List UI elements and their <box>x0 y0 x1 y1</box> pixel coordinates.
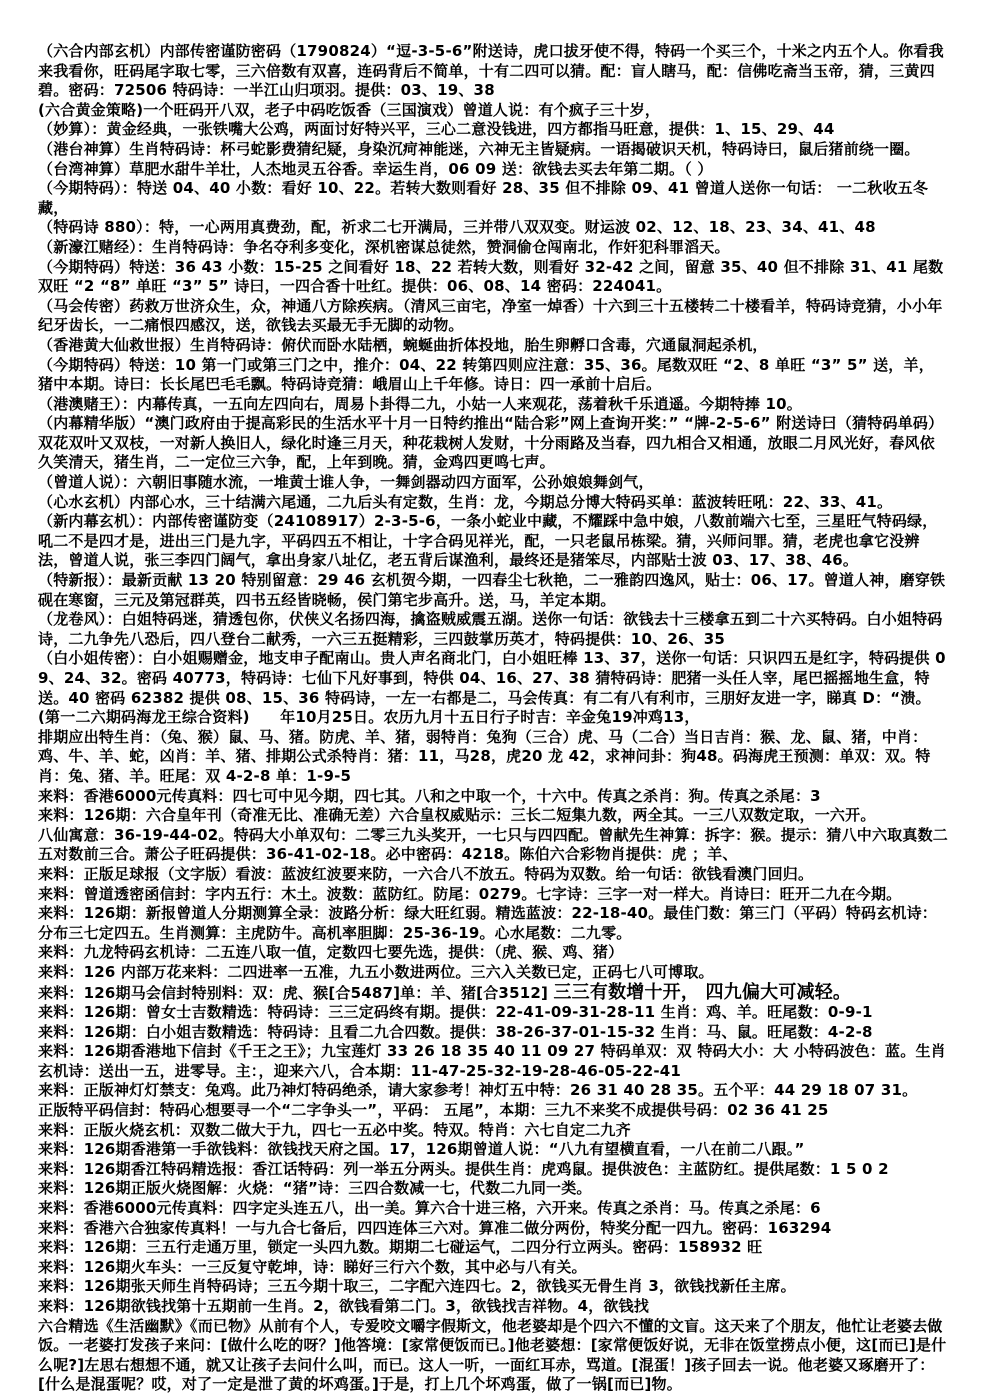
text-line: （曾道人说）：六朝旧事随水流，一堆黄士谁人争，一舞剑器动四方面军，公孙娘娘舞剑气， <box>38 473 654 492</box>
text-line: 来料：126 内部万花来料：二四进率一五准，九五小数进两位。三六入关数已定，正码七八可博取。 <box>38 962 714 981</box>
text-line: 来料：126期香港地下信封《千王之王》；九宝莲灯 33 26 18 35 40 11 09 27 特码单双：双 特码大小：大 小特码波色：蓝。生肖玄机诗：送出一五，进零导。主：，迎来六八，合本期：11-47-25-32-19-28-46-05-22-41 <box>38 1042 946 1080</box>
text-line: 来料：126期张天师生肖特码诗；三五今期十取三，二字配六连四七。2，欲钱买无骨生肖 3，欲钱找新任主席。 <box>38 1277 796 1296</box>
text-line: （内幕精华版）“澳门政府由于提高彩民的生活水平十月一日特约推出“陆合彩”网上查询开奖：” “牌-2-5-6” 附送诗曰（猜特码单码）双花双叶又双枝，一对新人换旧人，绿化时逢三月天，种花栽树人发财，十分雨路及当春，四九相合又相通，放眼二月风光好，春风依久笑清天，猪生肖，二一定位三六争，配，上年到晚。猜，金鸡四更鸣七声。 <box>38 414 944 472</box>
text-line: （今期特码）特送：10 第一门或第三门之中，推介：04、22 转第四则应注意：35、36。尾数双旺 “2、8 单旺 “3” 5” 送，羊，猪中本期。诗曰：长长尾巴毛毛飘。特码诗竞猜：峨眉山上千年修。诗日：四一承前十启后。 <box>38 355 934 394</box>
text-line: 排期应出特生肖：（兔、猴）鼠、马、猪。防虎、羊、猪，弱特肖：兔狗（三合）虎、马（二合）当日吉肖：猴、龙、鼠、猪，中肖：鸡、牛、羊、蛇，凶肖：羊、猪、排期公式杀特肖：猪：11，马28，虎20 龙 42，求神问卦：狗48。码海虎王预测：单双：双。特肖：兔、猪、羊。旺尾：双 4-2-8 单：1-9-5 <box>38 727 931 785</box>
text-line: （心水玄机）内部心水，三十结满六尾通，二九后头有定数，生肖：龙，今期总分博大特码买单：蓝波转旺吼：22、33、41。 <box>38 492 893 511</box>
text-line: （六合内部玄机）内部传密谨防密码（1790824）“逗-3-5-6”附送诗，虎口拔牙使不得，特码一个买三个，十米之内五个人。你看我来我看你，旺码尾字取七零，三六倍数有双喜，连码背后不简单，十有二四可以猜。配：盲人瞎马，配：信佛吃斋当玉帝，猜，三黄四碧。密码：72506 特码诗：一半江山归项羽。提供：03、19、38 <box>38 42 944 100</box>
text-line: 来料：九龙特码玄机诗：二五连八取一值，定数四七要先选，提供：（虎、猴、鸡、猪） <box>38 943 624 962</box>
text-line: 来料：126期正版火烧图解：火烧：“猪”诗：三四合数减一七，代数二九同一类。 <box>38 1179 592 1198</box>
text-line: 来料：香港6000元传真料：四字定头连五八，出一美。算六合十进三格，六开来。传真之杀肖：马。传真之杀尾：6 <box>38 1199 821 1218</box>
text-line: （特码诗 880）：特，一心两用真费劲，配，祈求二七开满局，三并带八双双变。财运波 02、12、18、23、34、41、48 <box>38 218 876 237</box>
text-line: 来料：正版足球报（文字版）看波：蓝波红波要来防，一六合八不放五。特码为双数。给一句话：欲钱看澳门回归。 <box>38 864 814 883</box>
text-line: （香港黄大仙救世报）生肖特码诗：俯伏而卧水陆栖，蜿蜒曲折体投地，胎生卵孵口含毒，穴通鼠洞起杀机， <box>38 335 768 354</box>
text-line: （龙卷风）：白姐特码迷，猜透包你，伏侠义名扬四海，擒盗贼威震五湖。送你一句话：欲钱去十三楼拿五到二十六买特码。白小姐特码诗，二九争先八恐后，四八登台二献秀，一六三五挺精彩，三四鼓掌历英才，特码提供：10、26、35 <box>38 610 943 648</box>
text-line: （马会传密）药救万世济众生，众，神通八方除疾病。（清风三亩宅，净室一焯香）十六到三十五楼转二十楼看羊，特码诗竞猜，小小年纪牙齿长，一二痛恨四感汉，送，欲钱去买最无手无脚的动物。 <box>38 296 943 335</box>
text-segment: 来料：126期马会信封特别料：双：虎、猴[合5487]单：羊、猪[合3512] <box>38 983 554 1002</box>
text-line: （今期特码）：特送 04、40 小数：看好 10、22。若转大数则看好 28、35 但不排除 09、41 曾道人送你一句话： 一二秋收五冬藏， <box>38 179 929 217</box>
text-line: 八仙寓意：36-19-44-02。特码大小单双句：二零三九头奖开，一七只与四四配。曾献先生神算：拆字：猴。提示：猜八中六取真数二五对数前三合。萧公子旺码提供：36-41-02-18。必中密码：4218。陈伯六合彩物肖提供：虎 ；羊、 <box>38 825 948 864</box>
text-line: 来料：126期香江特码精选报：香江话特码：列一举五分两头。提供生肖：虎鸡鼠。提供波色：主蓝防红。提供尾数：1 5 0 2 <box>38 1159 889 1178</box>
text-line: 来料：126期：三五行走通万里，锁定一头四九数。期期二七碰运气，二四分行立两头。密码：158932 旺 <box>38 1238 763 1257</box>
highlight-text: 三三有数增十开， 四九偏大可减轻。 <box>553 981 852 1003</box>
text-line: 来料：126期：白小姐吉数精选：特码诗：且看二九合四数。提供：38-26-37-01-15-32 生肖：马、鼠。旺尾数：4-2-8 <box>38 1022 873 1041</box>
text-line: 来料：126期：六合皇年刊（奇准无比、准确无差）六合皇权威贴示：三长二短集九数，两全其。一三八双数定取，一六开。 <box>38 806 876 825</box>
text-line: （台湾神算）草肥水甜牛羊壮，人杰地灵五谷香。幸运生肖，06 09 送：欲钱去买去年第二期。（ ） <box>38 159 713 178</box>
text-line: （白小姐传密）：白小姐赐赠金，地支申子配南山。贵人声名商北门，白小姐旺棒 13、37，送你一句话：只识四五是红字，特码提供 09、24、32。密码 40773，特码诗：七仙下凡好事到，特供 04、16、27、38 猜特码诗：肥猪一头任人宰，尾巴摇摇地生盒，特送。40 密码 62382 提供 08、15、36 特码诗，一左一右都是二，马会传真：有二有八有利市，三朋好友进一字，睇真 D：“溃。 <box>38 649 946 707</box>
text-line: 来料：126期：曾女士吉数精选：特码诗：三三定码终有期。提供：22-41-09-31-28-11 生肖：鸡、羊。旺尾数：0-9-1 <box>38 1003 873 1022</box>
text-line: 来料：126期：新报曾道人分期测算全录：波路分析：绿大旺红弱。精选蓝波：22-18-40。最佳门数：第三门（平码）特码玄机诗：分布三七定四五。生肖测算：主虎防牛。高机率胆脚：25-36-19。心水尾数：二九零。 <box>38 904 937 942</box>
text-line: (第一二六期码海龙王综合资料) 年10月25日。农历九月十五日行子时吉：辛金兔19冲鸡13， <box>38 708 700 727</box>
text-line: 来料：126期香港第一手欲钱料：欲钱找天府之国。17，126期曾道人说：“八九有望横直看，一八在前二八跟。” <box>38 1140 805 1159</box>
text-line: 来料：正版神灯灯禁支：兔鸡。此乃神灯特码绝杀，请大家参考！神灯五中特：26 31 40 28 35。五个平：44 29 18 07 31。 <box>38 1081 918 1100</box>
text-line: （特新报）：最新贡献 13 20 特别留意：29 46 玄机贺今期，一四春尘七秋艳，二一雅韵四逸风，贴士：06、17。曾道人神，磨穿铁砚在寒窗，三元及第冠群英，四书五经皆晓畅，侯门第宅步高升。送，马，羊定本期。 <box>38 571 946 609</box>
text-line: （港澳赌王）：内幕传真，一五向左四向右，周易卜卦得二九，小姑一人来观花，荡着秋千乐逍遥。今期特捧 10。 <box>38 394 803 413</box>
text-line: 来料：香港6000元传真料：四七可中见今期，四七其。八和之中取一个，十六中。传真之杀肖：狗。传真之杀尾：3 <box>38 786 821 805</box>
text-line: 来料：香港六合独家传真料！一与九合七备后，四四连体三六对。算准二做分两份，特奖分配一四九。密码：163294 <box>38 1218 832 1237</box>
text-line: 来料：正版火烧玄机：双数二做大于九，四七一五必中奖。特双。特肖：六七自定二九齐 <box>38 1120 631 1139</box>
text-line: 来料：曾道透密函信封：字内五行：木土。波数：蓝防红。防尾：0279。七字诗：三字一对一样大。肖诗曰：旺开二九在今期。 <box>38 884 902 903</box>
text-line <box>38 983 948 1004</box>
text-line: (六合黄金策略)一个旺码开八双，老子中码吃饭香（三国演戏）曾道人说：有个疯子三十岁， <box>38 100 661 119</box>
text-line: （新濠江赌经）：生肖特码诗：争名夺利多变化，深机密谋总徒然，赞洞偷仓闯南北，作奸犯科罪滔天。 <box>38 237 730 256</box>
text-line: 来料：126期欲钱找第十五期前一生肖。2，欲钱看第二门。3，欲钱找吉祥物。4，欲钱找 <box>38 1297 650 1315</box>
text-line: （妙算）：黄金经典，一张铁嘴大公鸡，两面讨好特兴平，三心二意没钱进，四方都指马旺意，提供：1、15、29、44 <box>38 120 835 139</box>
text-line: （港台神算）生肖特码诗：杯弓蛇影费猜纪疑，身染沉疴神能迷，六神无主皆疑病。一语揭破识天机，特码诗曰，鼠后猪前绕一圈。 <box>38 139 920 158</box>
text-line: 来料：126期火车头：一三反复守乾坤，诗：睇好三行六个数，其中必与八有关。 <box>38 1257 587 1276</box>
text-line: 正版特平码信封：特码心想要寻一个“二字争头一”，平码： 五尾”，本期：三九不来奖不成提供号码：02 36 41 25 <box>38 1101 829 1120</box>
text-line: 六合精选《生活幽默》《而已物》从前有个人，专爱咬文嚼字假斯文，他老婆却是个四六不懂的文盲。这天来了个朋友，他忙让老婆去做饭。一老婆打发孩子来问：[做什么吃的呀？]他答境：[家常便饭而已。]他老婆想：[家常便饭好说，无非在饭堂捞点小便，这[而已]是什么呢?]左思右想想不通，就又让孩子去问什么叫，而已。这人一听，一面红耳赤，骂道。[混蛋！]孩子回去一说。他老婆又琢磨开了：[什么是混蛋呢？哎，对了一定是泄了黄的坏鸡蛋。]于是，打上几个坏鸡蛋，做了一锅[而已]物。 <box>38 1316 947 1394</box>
text-line: （新内幕玄机）：内部传密谨防变（24108917）2-3-5-6，一条小蛇业中藏，不耀踩中急中娘，八数前端六七至，三星旺气特码绿，吼二不是四才是，进出三门是九字，平码四五不相让，十字合码见祥光，配，一只老鼠吊栋梁。猜，兴师问罪。猜，老虎也拿它没辨法，曾道人说，张三李四门阔气，拿出身家八址亿，老五背后谋渔利，最终还是猪笨尽，内部贴士波 03、17、38、46。 <box>38 512 938 570</box>
text-line: （今期特码）特送：36 43 小数：15-25 之间看好 18、22 若转大数，则看好 32-42 之间，留意 35、40 但不排除 31、41 尾数双旺 “2 “8” 单旺 “3” 5” 诗曰，一四合香十吐红。提供：06、08、14 密码：224041。 <box>38 257 944 296</box>
